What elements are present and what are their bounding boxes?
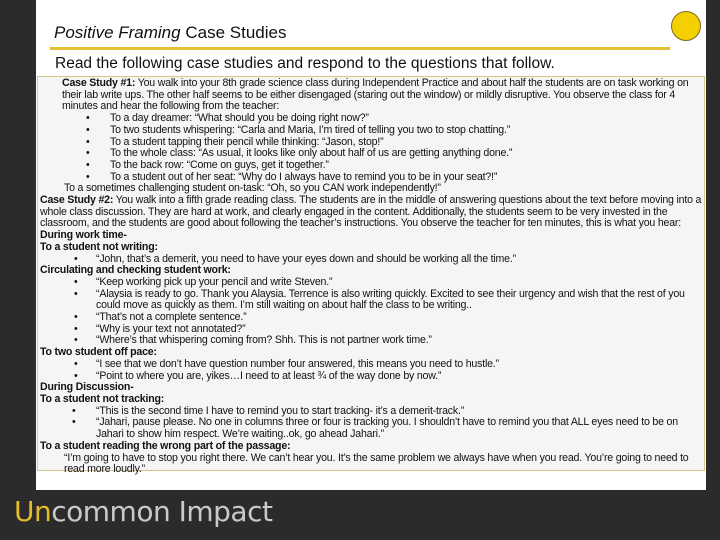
right-frame-bar <box>706 0 720 490</box>
case1-item: • To the back row: “Come on guys, get it together.” <box>40 160 704 172</box>
case2-final-quote: “I’m going to have to stop you right there. We can’t hear you. It’s the same problem we always have when you read. You’re going to need to read more loudly.” <box>64 451 689 476</box>
case1-intro-text: You walk into your 8th grade science class during Independent Practice and about half the students are on task working on their lab write ups. The other half seems to be either disengaged (staring out the window) or mildly disruptive. You observe the class for 4 minutes and hear the following from the teacher: <box>62 77 689 113</box>
brand-rest: common Impact <box>51 495 273 528</box>
case2-heading: Circulating and checking student work: <box>40 264 231 277</box>
case1-item-last: To a sometimes challenging student on-task: “Oh, so you CAN work independently!” <box>64 182 441 195</box>
brand-un: Un <box>14 495 52 528</box>
case2-item: • “Why is your text not annotated?” <box>40 324 704 336</box>
case2-item: • “Where’s that whispering coming from? Shh. This is not partner work time.” <box>40 335 704 347</box>
case1-item: • To the whole class: “As usual, it looks like only about half of us are getting anything done.” <box>40 148 704 160</box>
case1-intro <box>40 78 704 113</box>
case1-label: Case Study #1: <box>62 77 136 89</box>
title-italic: Positive Framing <box>54 23 181 42</box>
case2-heading: To two student off pace: <box>40 346 157 359</box>
case2-item: • “Jahari, pause please. No one in columns three or four is tracking you. I shouldn’t have to remind you that ALL eyes need to be on Jahari to show him respect. We’re waiting..ok, go ahead Jahari.” <box>40 417 704 440</box>
left-frame-bar <box>0 0 36 490</box>
slide-title <box>54 23 286 43</box>
title-rest: Case Studies <box>185 23 287 42</box>
case2-subheading: To a student not writing: <box>40 240 158 253</box>
case2-item: • “That’s not a complete sentence.” <box>40 312 704 324</box>
case2-item: • “Alaysia is ready to go. Thank you Alaysia. Terrence is also writing quickly. Excited to see their urgency and wish that the rest of you could move as quickly as them. I’m still waiting on about half the class to be writing.. <box>40 289 704 312</box>
case1-item: • To two students whispering: “Carla and Maria, I’m tired of telling you two to stop chatting.” <box>40 125 704 137</box>
case2-heading: To a student reading the wrong part of the passage: <box>40 439 291 452</box>
case1-item: • To a day dreamer: “What should you be doing right now?” <box>40 113 704 125</box>
slide-subtitle: Read the following case studies and respond to the questions that follow. <box>55 55 555 72</box>
case-studies-text <box>40 78 704 476</box>
case2-subheading: To a student not tracking: <box>40 392 165 405</box>
case2-item: • “I see that we don’t have question number four answered, this means you need to hustle.” <box>40 359 704 371</box>
case2-intro-text: You walk into a fifth grade reading class. The students are in the middle of answering questions about the text before moving into a whole class discussion. They are hard at work, and clearly engaged in the content. Additionally, the students seem to be very invested in the classroom, and the students are good about following the teacher’s instructions. You observe the teacher for ten minutes, this is what you hear: <box>40 194 702 230</box>
case2-heading: During Discussion- <box>40 381 134 394</box>
title-underline <box>50 47 670 50</box>
case2-label: Case Study #2: <box>40 194 114 207</box>
footer-brand <box>14 490 272 540</box>
case2-item: • “Keep working pick up your pencil and write Steven.” <box>40 277 704 289</box>
case2-item: • “Point to where you are, yikes…I need to at least ¾ of the way done by now.” <box>40 371 704 383</box>
yellow-circle-icon <box>671 11 701 41</box>
case2-heading: During work time- <box>40 229 127 242</box>
case1-item: • To a student out of her seat: “Why do I always have to remind you to be in your seat?!” <box>40 172 704 184</box>
case2-item: • “This is the second time I have to remind you to start tracking- it’s a demerit-track.” <box>40 406 704 418</box>
case1-item: • To a student tapping their pencil while thinking: “Jason, stop!” <box>40 137 704 149</box>
case2-item: • “John, that’s a demerit, you need to have your eyes down and should be working all the time.” <box>40 254 704 266</box>
case2-intro <box>40 195 704 230</box>
